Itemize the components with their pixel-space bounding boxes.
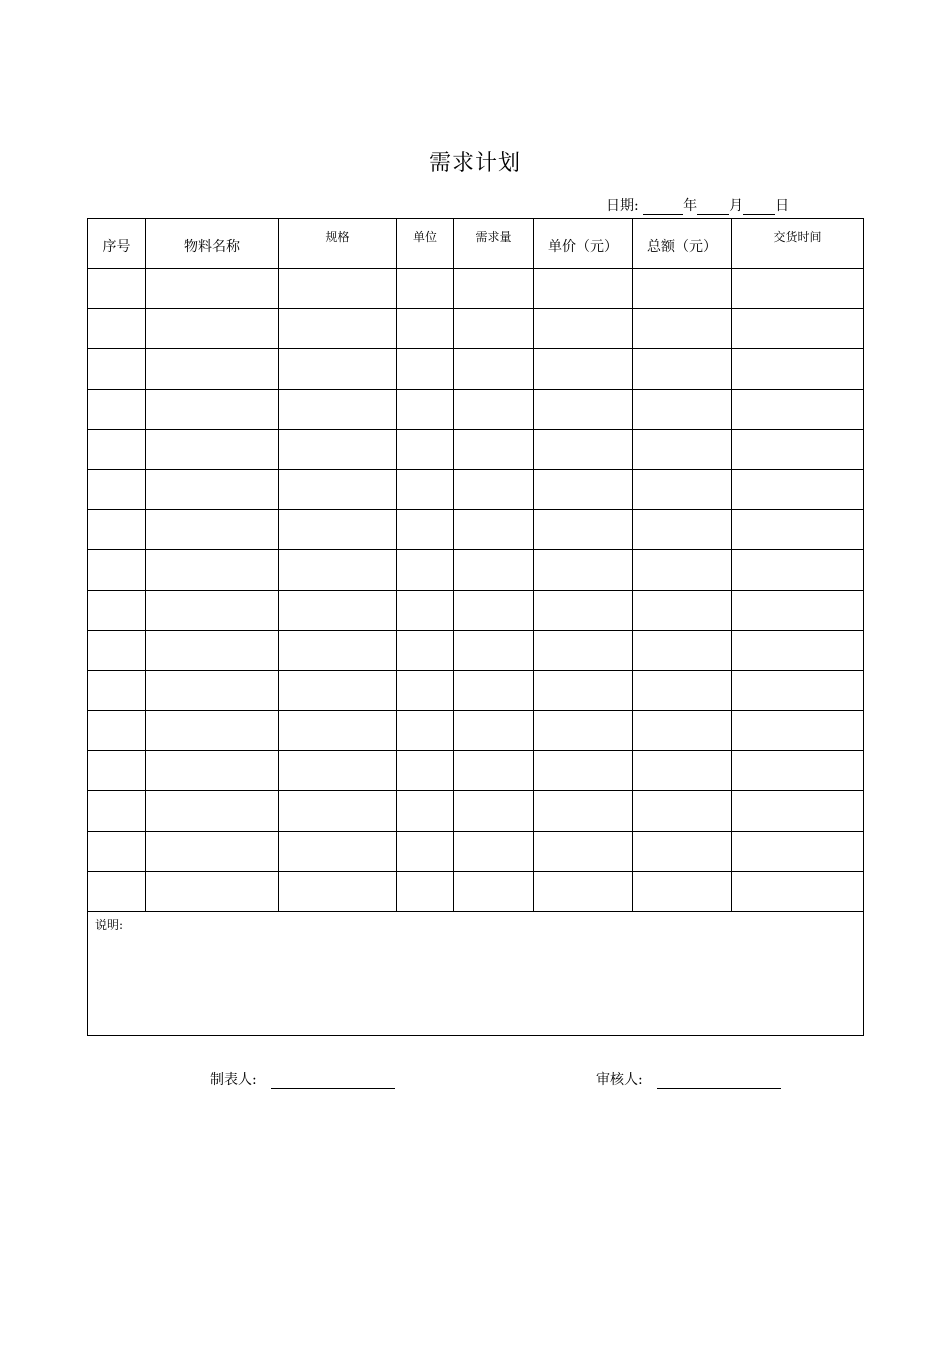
table-cell[interactable] bbox=[397, 630, 454, 670]
note-cell[interactable] bbox=[88, 912, 864, 1036]
table-row bbox=[88, 469, 864, 509]
table-cell[interactable] bbox=[397, 389, 454, 429]
table-cell[interactable] bbox=[88, 349, 146, 389]
table-cell[interactable] bbox=[88, 590, 146, 630]
header-unit-price: 单价（元） bbox=[534, 219, 633, 269]
table-cell[interactable] bbox=[454, 630, 534, 670]
header-spec: 规格 bbox=[279, 219, 397, 269]
table-cell[interactable] bbox=[279, 309, 397, 349]
table-row bbox=[88, 711, 864, 751]
table-cell[interactable] bbox=[633, 590, 732, 630]
reviewer-label: 审核人: bbox=[596, 1072, 643, 1088]
table-cell[interactable] bbox=[279, 791, 397, 831]
table-cell[interactable] bbox=[732, 590, 864, 630]
table-cell[interactable] bbox=[397, 269, 454, 309]
header-index: 序号 bbox=[88, 219, 146, 269]
table-row bbox=[88, 429, 864, 469]
table-cell[interactable] bbox=[633, 550, 732, 590]
table-row bbox=[88, 751, 864, 791]
table-cell[interactable] bbox=[279, 711, 397, 751]
note-row bbox=[88, 912, 864, 1036]
table-cell[interactable] bbox=[279, 429, 397, 469]
table-cell[interactable] bbox=[633, 791, 732, 831]
table-cell[interactable] bbox=[454, 550, 534, 590]
table-cell[interactable] bbox=[146, 630, 279, 670]
table-cell[interactable] bbox=[88, 469, 146, 509]
header-quantity: 需求量 bbox=[454, 219, 534, 269]
table-cell[interactable] bbox=[88, 871, 146, 911]
table-cell[interactable] bbox=[279, 590, 397, 630]
table-cell[interactable] bbox=[633, 630, 732, 670]
table-cell[interactable] bbox=[88, 791, 146, 831]
month-label: 月 bbox=[729, 198, 744, 214]
table-cell[interactable] bbox=[534, 469, 633, 509]
table-cell[interactable] bbox=[397, 309, 454, 349]
table-cell[interactable] bbox=[454, 269, 534, 309]
table-cell[interactable] bbox=[397, 751, 454, 791]
table-cell[interactable] bbox=[397, 590, 454, 630]
note-label: 说明: bbox=[95, 918, 124, 932]
table-cell[interactable] bbox=[397, 469, 454, 509]
table-cell[interactable] bbox=[454, 670, 534, 710]
table-cell[interactable] bbox=[633, 389, 732, 429]
table-cell[interactable] bbox=[146, 831, 279, 871]
day-label: 日 bbox=[775, 198, 790, 214]
table-cell[interactable] bbox=[534, 711, 633, 751]
reviewer-signature bbox=[596, 1069, 781, 1089]
table-cell[interactable] bbox=[146, 429, 279, 469]
table-row bbox=[88, 670, 864, 710]
table-cell[interactable] bbox=[146, 510, 279, 550]
table-cell[interactable] bbox=[732, 309, 864, 349]
table-cell[interactable] bbox=[732, 550, 864, 590]
table-cell[interactable] bbox=[88, 429, 146, 469]
table-cell[interactable] bbox=[732, 751, 864, 791]
table-cell[interactable] bbox=[279, 871, 397, 911]
date-label: 日期: bbox=[606, 198, 639, 214]
table-cell[interactable] bbox=[534, 269, 633, 309]
year-blank[interactable] bbox=[643, 200, 683, 215]
table-cell[interactable] bbox=[397, 670, 454, 710]
table-cell[interactable] bbox=[732, 871, 864, 911]
table-cell[interactable] bbox=[146, 751, 279, 791]
table-cell[interactable] bbox=[534, 670, 633, 710]
table-cell[interactable] bbox=[279, 550, 397, 590]
table-cell[interactable] bbox=[732, 630, 864, 670]
reviewer-line[interactable] bbox=[657, 1072, 781, 1089]
table-cell[interactable] bbox=[397, 711, 454, 751]
table-row bbox=[88, 831, 864, 871]
table-cell[interactable] bbox=[732, 831, 864, 871]
table-cell[interactable] bbox=[534, 349, 633, 389]
table-cell[interactable] bbox=[732, 670, 864, 710]
table-cell[interactable] bbox=[534, 429, 633, 469]
table-cell[interactable] bbox=[279, 751, 397, 791]
table-cell[interactable] bbox=[146, 711, 279, 751]
table-cell[interactable] bbox=[633, 751, 732, 791]
table-cell[interactable] bbox=[454, 309, 534, 349]
table-cell[interactable] bbox=[454, 349, 534, 389]
table-cell[interactable] bbox=[732, 349, 864, 389]
table-cell[interactable] bbox=[279, 349, 397, 389]
table-cell[interactable] bbox=[146, 670, 279, 710]
table-cell[interactable] bbox=[732, 469, 864, 509]
header-unit: 单位 bbox=[397, 219, 454, 269]
table-cell[interactable] bbox=[454, 510, 534, 550]
table-cell[interactable] bbox=[633, 309, 732, 349]
table-cell[interactable] bbox=[279, 269, 397, 309]
table-cell[interactable] bbox=[633, 670, 732, 710]
table-cell[interactable] bbox=[146, 791, 279, 831]
table-cell[interactable] bbox=[534, 389, 633, 429]
table-row bbox=[88, 269, 864, 309]
table-cell[interactable] bbox=[454, 791, 534, 831]
table-cell[interactable] bbox=[88, 630, 146, 670]
table-row bbox=[88, 791, 864, 831]
table-cell[interactable] bbox=[397, 871, 454, 911]
table-cell[interactable] bbox=[534, 751, 633, 791]
table-cell[interactable] bbox=[88, 751, 146, 791]
maker-line[interactable] bbox=[271, 1072, 395, 1089]
table-cell[interactable] bbox=[454, 389, 534, 429]
table-cell[interactable] bbox=[454, 711, 534, 751]
table-cell[interactable] bbox=[397, 550, 454, 590]
table-cell[interactable] bbox=[454, 831, 534, 871]
table-cell[interactable] bbox=[146, 590, 279, 630]
table-cell[interactable] bbox=[732, 711, 864, 751]
table-cell[interactable] bbox=[397, 349, 454, 389]
table-cell[interactable] bbox=[732, 429, 864, 469]
table-cell[interactable] bbox=[534, 791, 633, 831]
table-cell[interactable] bbox=[732, 510, 864, 550]
table-cell[interactable] bbox=[732, 389, 864, 429]
table-cell[interactable] bbox=[534, 309, 633, 349]
table-cell[interactable] bbox=[279, 831, 397, 871]
table-cell[interactable] bbox=[397, 791, 454, 831]
table-cell[interactable] bbox=[454, 871, 534, 911]
table-cell[interactable] bbox=[633, 349, 732, 389]
table-cell[interactable] bbox=[633, 711, 732, 751]
table-cell[interactable] bbox=[534, 831, 633, 871]
table-cell[interactable] bbox=[88, 510, 146, 550]
table-row bbox=[88, 349, 864, 389]
table-cell[interactable] bbox=[88, 670, 146, 710]
header-total: 总额（元） bbox=[633, 219, 732, 269]
table-cell[interactable] bbox=[534, 550, 633, 590]
table-cell[interactable] bbox=[534, 871, 633, 911]
table-cell[interactable] bbox=[534, 630, 633, 670]
table-cell[interactable] bbox=[397, 831, 454, 871]
month-blank[interactable] bbox=[697, 200, 729, 215]
table-cell[interactable] bbox=[633, 831, 732, 871]
table-cell[interactable] bbox=[88, 711, 146, 751]
table-cell[interactable] bbox=[146, 469, 279, 509]
table-cell[interactable] bbox=[146, 871, 279, 911]
table-cell[interactable] bbox=[633, 429, 732, 469]
table-cell[interactable] bbox=[88, 550, 146, 590]
table-cell[interactable] bbox=[279, 630, 397, 670]
table-cell[interactable] bbox=[534, 510, 633, 550]
table-row bbox=[88, 309, 864, 349]
table-cell[interactable] bbox=[534, 590, 633, 630]
table-cell[interactable] bbox=[146, 389, 279, 429]
header-material: 物料名称 bbox=[146, 219, 279, 269]
table-cell[interactable] bbox=[146, 269, 279, 309]
table-cell[interactable] bbox=[454, 590, 534, 630]
table-row bbox=[88, 630, 864, 670]
document-title: 需求计划 bbox=[428, 151, 521, 176]
table-cell[interactable] bbox=[88, 389, 146, 429]
table-cell[interactable] bbox=[397, 510, 454, 550]
demand-plan-table bbox=[87, 218, 864, 1036]
table-row bbox=[88, 590, 864, 630]
maker-signature bbox=[210, 1069, 395, 1089]
table-row bbox=[88, 510, 864, 550]
table-cell[interactable] bbox=[454, 469, 534, 509]
header-row bbox=[88, 219, 864, 269]
day-blank[interactable] bbox=[743, 200, 775, 215]
table-cell[interactable] bbox=[732, 791, 864, 831]
maker-label: 制表人: bbox=[210, 1072, 257, 1088]
table-cell[interactable] bbox=[88, 309, 146, 349]
date-line bbox=[606, 195, 789, 215]
table-row bbox=[88, 871, 864, 911]
table-cell[interactable] bbox=[146, 309, 279, 349]
table-cell[interactable] bbox=[88, 831, 146, 871]
table-cell[interactable] bbox=[454, 429, 534, 469]
table-cell[interactable] bbox=[397, 429, 454, 469]
table-cell[interactable] bbox=[732, 269, 864, 309]
table-cell[interactable] bbox=[633, 469, 732, 509]
table-cell[interactable] bbox=[454, 751, 534, 791]
table-cell[interactable] bbox=[279, 469, 397, 509]
table-cell[interactable] bbox=[633, 510, 732, 550]
table-cell[interactable] bbox=[633, 871, 732, 911]
table-cell[interactable] bbox=[279, 389, 397, 429]
table-row bbox=[88, 550, 864, 590]
header-delivery: 交货时间 bbox=[732, 219, 864, 269]
table-cell[interactable] bbox=[146, 550, 279, 590]
table-cell[interactable] bbox=[88, 269, 146, 309]
table-cell[interactable] bbox=[146, 349, 279, 389]
year-label: 年 bbox=[683, 198, 698, 214]
table-row bbox=[88, 389, 864, 429]
table-cell[interactable] bbox=[633, 269, 732, 309]
table-cell[interactable] bbox=[279, 670, 397, 710]
table-cell[interactable] bbox=[279, 510, 397, 550]
